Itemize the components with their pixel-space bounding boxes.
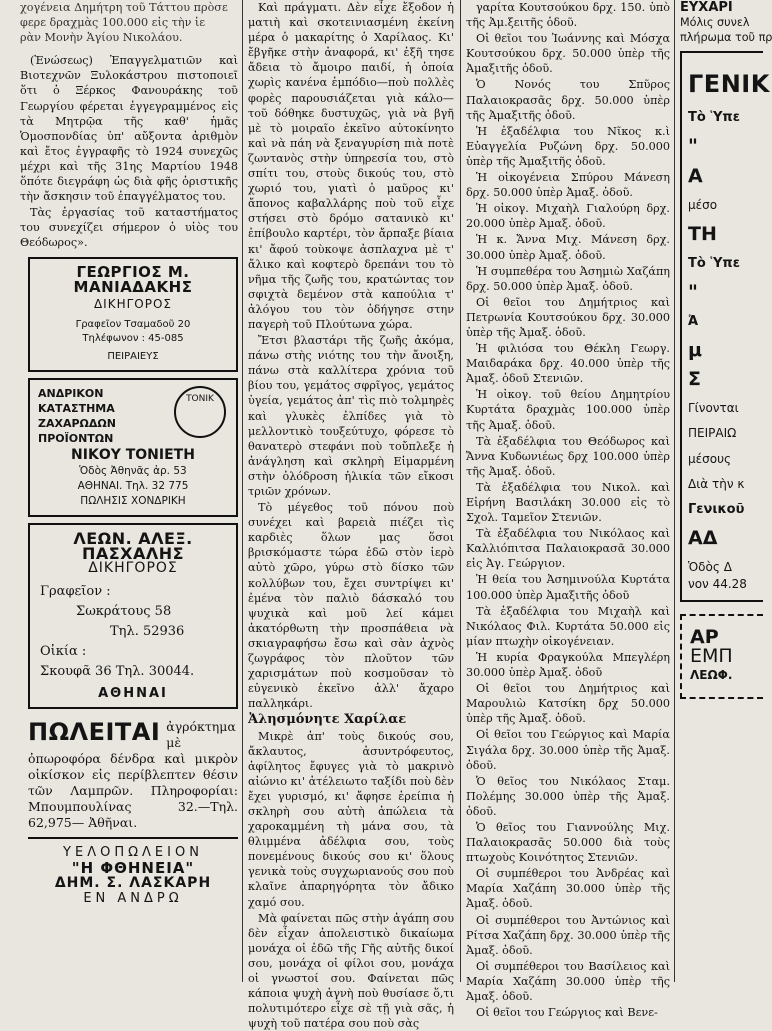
ad-line: ΖΑΧΑΡΩΔΩΝ: [38, 416, 116, 430]
ad-name: ΝΙΚΟΥ ΤΟΝΙΕΤΗ: [71, 446, 195, 463]
ad-line: ΑΝΔΡΙΚΟΝ: [38, 386, 104, 400]
tonik-seal-icon: ΤΟΝΙΚ: [174, 386, 226, 438]
ad-name: ΔΗΜ. Σ. ΛΑΣΚΑΡΗ: [54, 874, 212, 891]
ad-line: ΥΕΛΟΠΩΛΕΙΟΝ: [63, 845, 203, 861]
donation-entry: Ἡ θεία του Ἀσημινούλα Κυρτάτα 100.000 ὑπὲρ Ἀμαξιτῆς ὁδοῦ: [466, 573, 670, 602]
article-paragraph: Μὰ φαίνεται πῶς στὴν ἀγάπη σου δὲν εἶχαν ἀπολειστικὸ δικαίωμα μονάχα οἱ ἐδῶ τῆς Γῆς αὐτῆς δικοί σου, μονάχα οἱ φίλοι σου, μονάχα οἱ γνωστοί σου. Φαίνεται πῶς κάποια ψυχὴ ἁγνὴ ποὺ θυσίασε ὅ,τι πολυτιμότερο εἶχε σὲ τῇ γιὰ σᾶς, ἡ ψυχὴ τοῦ πατέρα σου ποὺ σὰς: [248, 911, 454, 1031]
column-rule: [674, 0, 675, 982]
classified-heading: ΠΩΛΕΙΤΑΙ: [28, 718, 161, 747]
notice-top-line: φερε δραχμὰς 100.000 εἰς τὴν ἱε: [20, 16, 206, 30]
cutoff-line: ΕΜΠ: [690, 645, 733, 668]
ad-line: ΚΑΤΑΣΤΗΜΑ: [38, 401, 115, 415]
donation-entry: Ἡ κυρία Φραγκούλα Μπεγλέρη 30.000 ὑπὲρ Ἀμαξ. ὁδοῦ: [466, 650, 670, 680]
notice-paragraph: (Ἑνώσεως) Ἐπαγγελματιῶν καὶ Βιοτεχνῶν Ξυλοκάστρου πιστοποιεῖ ὅτι ὁ Ξέρκος Φανουράκης τοῦ Γεωργίου φέρεται ἐγγεγραμμένος εἰς τὰ Μητρῷα τῆς καθ' ἡμᾶς Ὁμοσπονδίας ὑπ' αὔξοντα ἀριθμὸν καὶ ἔτος ἐγγραφῆς τὸ 1924 συνεχῶς μέχρι καὶ τῆς 31ης Μαρτίου 1948 ὅπότε διεγράφη ὡς διὰ φῆς ὁριστικῆς τὴν ἄσκησιν τοῦ ἐπαγγέλματος του.: [20, 54, 238, 204]
cutoff-line: Ὁδὸς Δ: [688, 559, 732, 574]
ad-name: ΛΕΩΝ. ΑΛΕΞ. ΠΑΣΧΑΛΗΣ: [73, 529, 193, 564]
ad-city: ΠΕΙΡΑΙΕΥΣ: [107, 350, 159, 362]
cutoff-line: Γίνονται: [688, 401, 739, 416]
ad-phone: ΑΘΗΝΑΙ. Τηλ. 32 775: [77, 479, 189, 492]
ad-address: Γραφεῖον Τσαμαδοῦ 20: [75, 318, 191, 330]
column-2: [248, 0, 454, 1031]
cutoff-line: ΕΥΧΑΡΙ: [680, 0, 733, 15]
cutoff-line: Τὸ Ὑπε: [688, 110, 740, 126]
notice-paragraph: Τὰς ἐργασίας τοῦ καταστήματος του συνεχίζει σήμερον ὁ υἱὸς του Θεόδωρος».: [20, 206, 238, 250]
cutoff-line: μέσους: [688, 451, 732, 466]
ad-city: ΑΘΗΝΑΙ: [98, 686, 168, 702]
column-rule: [242, 0, 243, 982]
donation-entry: Ἡ οἰκογένεια Σπύρου Μάνεση δρχ. 50.000 ὑπὲρ Ἀμαξ. ὁδοῦ.: [466, 171, 670, 200]
cutoff-line: μ: [688, 339, 702, 362]
ad-tonieti: [28, 378, 238, 517]
article-paragraph: Μικρὲ ἀπ' τοὺς δικούς σου, ἄκλαυτος, ἀσυντρόφευτος, ἀφίλητος ἔφυγες γιὰ τὸ μακρινὸ αἰώνιο κι' ἀτέλειωτο ταξίδι ποὺ δὲν ἔχει γυρισμό, κι' ἄφησε ἐρείπια ἡ σκληρὴ σου αὐτὴ ἀπώλεια τὰ χαροκαμμένη τὴ μάνα σου, τὰ θλιμμένα ἀδέλφια σου, τοὺς πονεμένους δικούς σου κι' ὅλους γενικὰ τοὺς συγχωριανούς σου ποὺ κλαῖνε ἀπαρηγόρητα τὸν ἄδικο χαμό σου.: [248, 729, 454, 909]
donation-entry: Τὰ ἐξαδέλφια του Νικολ. καὶ Εἰρήνη Βασιλάκη 30.000 εἰς τὸ Σχολ. Ταμεῖον Στενιῶν.: [466, 480, 670, 525]
donation-entry: Ἡ ἐξαδέλφια του Νῖκος κ.ὶ Εὐαγγελία Ρυζώνη δρχ. 50.000 ὑπὲρ τῆς Ἀμαξιτῆς ὁδοῦ.: [466, 124, 670, 168]
donation-entry: Ὁ θεῖος του Νικόλαος Σταμ. Πολέμης 30.000 ὑπὲρ τῆς Ἀμαξ. ὁδοῦ.: [466, 774, 670, 818]
ad-title: ΔΙΚΗΓΟΡΟΣ: [88, 560, 178, 577]
cutoff-line: Σ: [688, 368, 701, 391]
ad-label: Γραφεῖον :: [40, 584, 111, 600]
column-4: [680, 0, 772, 982]
donation-entry: Ἡ συμπεθέρα του Ἀσημιὼ Χαζάπη δρχ. 50.000 ὑπὲρ Ἀμαξ. ὁδοῦ.: [466, 264, 670, 293]
donation-entry: Οἱ θεῖοι του Γεώργιος καὶ Βενε-: [476, 1006, 658, 1020]
ad-line: ΠΡΟΪΟΝΤΩΝ: [38, 431, 114, 445]
column-1: [20, 0, 238, 982]
ad-name: ΓΕΩΡΓΙΟΣ Μ. ΜΑΝΙΑΔΑΚΗΣ: [73, 262, 193, 296]
cutoff-line: Διὰ τὴν κ: [688, 476, 745, 491]
ad-footer: ΠΩΛΗΣΙΣ ΧΟΝΔΡΙΚΗ: [80, 494, 186, 507]
donation-entry: Ἡ οἰκογ. τοῦ θείου Δημητρίου Κυρτάτα δραχμὰς 100.000 ὑπὲρ τῆς Ἀμαξ. ὁδοῦ.: [466, 388, 670, 432]
donation-entry: Οἱ θεῖοι του Δημήτριος καὶ Πετρωνία Κουτσούκου δρχ. 30.000 ὑπὲρ τῆς Ἀμαξ. ὁδοῦ.: [466, 295, 670, 339]
article-subheading: Ἀλησμόνητε Χαρίλαε: [248, 712, 407, 728]
cutoff-line: ΑΡ: [690, 626, 719, 649]
ad-phone: Τηλ. 52936: [110, 624, 185, 640]
ad-address: Ὁδὸς Ἀθηνᾶς ἀρ. 53: [79, 464, 187, 477]
donation-entry: Ἡ οἰκογ. Μιχαὴλ Γιαλούρη δρχ. 20.000 ὑπὲρ Ἀμαξ. ὁδοῦ.: [466, 202, 670, 231]
classified-sale: [28, 719, 238, 831]
ad-home: Σκουφᾶ 36 Τηλ. 30044.: [40, 664, 195, 680]
ad-address: Σωκράτους 58: [76, 604, 172, 620]
cutoff-line: Ἀ: [688, 314, 699, 330]
cutoff-line: ΤΗ: [688, 222, 717, 245]
ad-city: ΕΝ ΑΝΔΡΩ: [83, 890, 183, 906]
cutoff-line: ": [688, 135, 698, 158]
ad-maniadakis: [28, 257, 238, 372]
ad-general-box: [680, 51, 770, 602]
article-paragraph: Ἔτσι βλαστάρι τῆς ζωῆς ἀκόμα, πάνω στὴς νιότης του τὴν ἄνοιξη, πάνω στὰ καλλίτερα χρόνια τοῦ βίου του, γεμάτος σφρῖγος, γεμάτος ὑγεία, γεμάτος ἀπ' τὶς πιὸ τολμηρὲς καὶ γλυκὲς ἐλπίδες γιὰ τὸ μελλοντικὸ τουξεύτυχο, φόρεσε τὸ θανατερὸ στεφάνι ποὺ τοὔπλεξε ἡ ἀνάγληση καὶ σκληρὴ Εἱμαρμένη στὴν ὁλόδροση ἡλικία τῶν εἴκοσι τριῶν χρόνων.: [248, 334, 454, 498]
donation-entry: Οἱ θεῖοι του Ἰωάννης καὶ Μόσχα Κουτσούκου δρχ. 50.000 ὑπὲρ τῆς Ἀμαξιτῆς ὁδοῦ.: [466, 32, 670, 76]
cutoff-line: ΠΕΙΡΑΙΩ: [688, 426, 737, 441]
donation-entry: Τὰ ἐξαδέλφια του Νικόλαος καὶ Καλλιόπιτσα Παλαιοκρασᾶ 30.000 εἰς Ἀγ. Γεώργιον.: [466, 527, 670, 571]
donation-entry: Τὰ ἐξαδέλφια του Μιχαὴλ καὶ Νικόλαος Φιλ. Κυρτάτα 50.000 εἰς μίαν πτωχὴν οἰκογένειαν.: [466, 604, 670, 648]
donation-entry: Οἱ συμπέθεροι του Ἀνδρέας καὶ Μαρία Χαζάπη 30.000 ὑπὲρ τῆς Ἀμαξ. ὁδοῦ.: [466, 867, 670, 911]
donation-entry: Ἡ φιλιόσα του Θέκλη Γεωργ. Μαιδαράκα δρχ. 40.000 ὑπὲρ τῆς Ἀμαξ. ὁδοῦ Στενιῶν.: [466, 342, 670, 386]
cutoff-line: ΛΕΩΦ.: [690, 668, 733, 683]
donation-entry: Οἱ θεῖοι του Δημήτριος καὶ Μαρουλιὼ Κατσίκη δρχ 50.000 ὑπὲρ τῆς Ἀμαξ. ὁδοῦ.: [466, 682, 670, 726]
notice-top-line: χογένεια Δημήτρη τοῦ Τάττου πρὸσε: [20, 1, 228, 14]
cutoff-line: Α: [688, 164, 703, 187]
article-paragraph: Καὶ πράγματι. Δὲν εἶχε ἔξοδον ἡ ματιὴ καὶ σκοτεινιασμένη ἐκείνη μέρα ὁ μακαρίτης ὁ Χαρίλαος. Κι' ἔβγῆκε στὴν ἀναφορά, κι' ἐξῆ τησε ἄδεια τὸ ἄμοιρο παιδί, ἡ ὁποία χωρὶς κανένα ἐμπόδιο—ποὺ πολλὲς φορὲς παρουσιάζεται γιὰ κάλο—τοῦ δόθηκε δυστυχῶς, γιὰ νὰ βγῆ μὲ τὸ μοιραῖο ἐκεῖνο αὐτοκίνητο καὶ νὰ πάη νὰ ξεναγυρίση πιὰ ποτὲ ζωντανὸς στὴν ὑπηρεσία του, στὸ σπίτι του, στοὺς δικούς του, στὸ χωριό του, γιατὶ ὁ μαῦρος κι' ἄπονος καβαλλάρης ποὺ τοῦ εἶχε στήσει στὸ δρόμο σατανικὸ κι' ἐπίβουλο καρτέρι, τὸν ἄρπαξε βίαια κι' ἄφού τοὺκοψε ἀσπλαχνα μὲ τ' ἄλικο καὶ κοφτερὸ δρεπάνι του τὸ νῆμα τῆς ζωῆς του, κρατώντας τον σφιχτὰ δεμένον στὰ καπούλια τ' ἀλόγου του τὸν ὁδήγησε στην παγερὴ τοῦ Πλούτωνα χώρα.: [248, 1, 454, 331]
article-paragraph: Τὸ μέγεθος τοῦ πόνου ποὺ συνέχει καὶ βαρειὰ πιέζει τὶς καρδιὲς ὅλων μας ὅσοι βρισκόμαστε τώρα ἐδῶ στὸν ἱερὸ αὐτὸ χῶρο, γύρω στὸ δίσκο τῶν κολλύβων του, ἔχει συντρίψει κι' ἐμένα τὸν παλιὸ δάσκαλό του ψυχικὰ καὶ μοῦ λεί κάμει ἀκατόρθωτη τὴν προσπάθεια νὰ σκιαγραφήσω ἔσω καὶ σὰν ἀχνὸς ζωγράφος τὸν πλοῦτον τῶν χαρισμάτων ποὺ κοσμοῦσαν τὸ εὐγενικὸ ἐκεῖνο ἀλλ' ἄχαρο παλληκάρι.: [248, 501, 454, 711]
cutoff-line: ΑΔ: [688, 526, 718, 549]
donation-entry: Ὁ θεῖος του Γιαννούλης Μιχ. Παλαιοκρασᾶς 50.000 διὰ τοὺς πτωχοὺς Κοινότητος Στενιῶν.: [466, 820, 670, 865]
column-3: [466, 0, 670, 1020]
ad-line: "Η ΦΘΗΝΕΙΑ": [71, 858, 195, 877]
ad-paschalis: [28, 523, 238, 709]
cutoff-line: πλήρωμα τοῦ πρ: [680, 31, 772, 45]
cutoff-heading: ΓΕΝΙΚ: [688, 70, 770, 99]
cutoff-line: Γενικοῦ: [688, 501, 745, 517]
ad-label: Οἰκία :: [40, 644, 87, 660]
donation-entry: Ἡ κ. Ἄννα Μιχ. Μάνεση δρχ. 30.000 ὑπὲρ Ἀμαξ. ὁδοῦ.: [466, 233, 670, 262]
cutoff-line: Τὸ Ὑπε: [688, 255, 740, 271]
classified-text: ἀγρόκτημα μὲ ὀπωροφόρα δένδρα καὶ μικρὸν οἰκίσκον εἰς περίβλεπτεν θέσιν τῶν Λαμπρῶν. Πληροφορίαι: Μπουμπουλίνας 32.—Τηλ. 62,975— Ἀθῆναι.: [28, 719, 238, 831]
cutoff-line: ": [688, 280, 698, 303]
column-rule: [460, 0, 461, 982]
donation-entry: γαρίτα Κουτσούκου δρχ. 150. ὑπὸ τῆς Ἀμ.ξειτῆς ὁδοῦ.: [466, 1, 670, 30]
ad-dashed-box: [680, 614, 763, 699]
donation-entry: Ὁ Νονός του Σπῦρος Παλαιοκρασᾶς δρχ. 50.000 ὑπὲρ τῆς Ἀμαξιτῆς ὁδοῦ.: [466, 78, 670, 122]
donation-entry: Τὰ ἐξαδέλφια του Θεόδωρος καὶ Ἄννα Κυδωνιέως δρχ 100.000 ὑπὲρ τῆς Ἀμαξ. ὁδοῦ.: [466, 434, 670, 478]
ad-laskari: [28, 837, 238, 905]
cutoff-line: Μόλις συνελ: [680, 16, 750, 30]
donation-entry: Οἱ συμπέθεροι του Ἀντώνιος καὶ Ρίτσα Χαζάπη δρχ. 30.000 ὑπὲρ τῆς Ἀμαξ. ὁδοῦ.: [466, 913, 670, 957]
donation-entry: Οἱ συμπέθεροι του Βασίλειος καὶ Μαρία Χαζάπη 30.000 ὑπὲρ τῆς Ἀμαξ. ὁδοῦ.: [466, 959, 670, 1003]
donation-entry: Οἱ θεῖοι του Γεώργιος καὶ Μαρία Σιγάλα δρχ. 30.000 ὑπὲρ τῆς Ἀμαξ. ὁδοῦ.: [466, 728, 670, 772]
cutoff-line: μέσο: [688, 197, 718, 212]
ad-phone: Τηλέφωνον : 45-085: [82, 332, 184, 344]
ad-title: ΔΙΚΗΓΟΡΟΣ: [93, 296, 173, 311]
cutoff-line: νον 44.28: [688, 576, 747, 591]
notice-top-line: ρὰν Μονὴν Ἁγίου Νικολάου.: [20, 31, 183, 45]
